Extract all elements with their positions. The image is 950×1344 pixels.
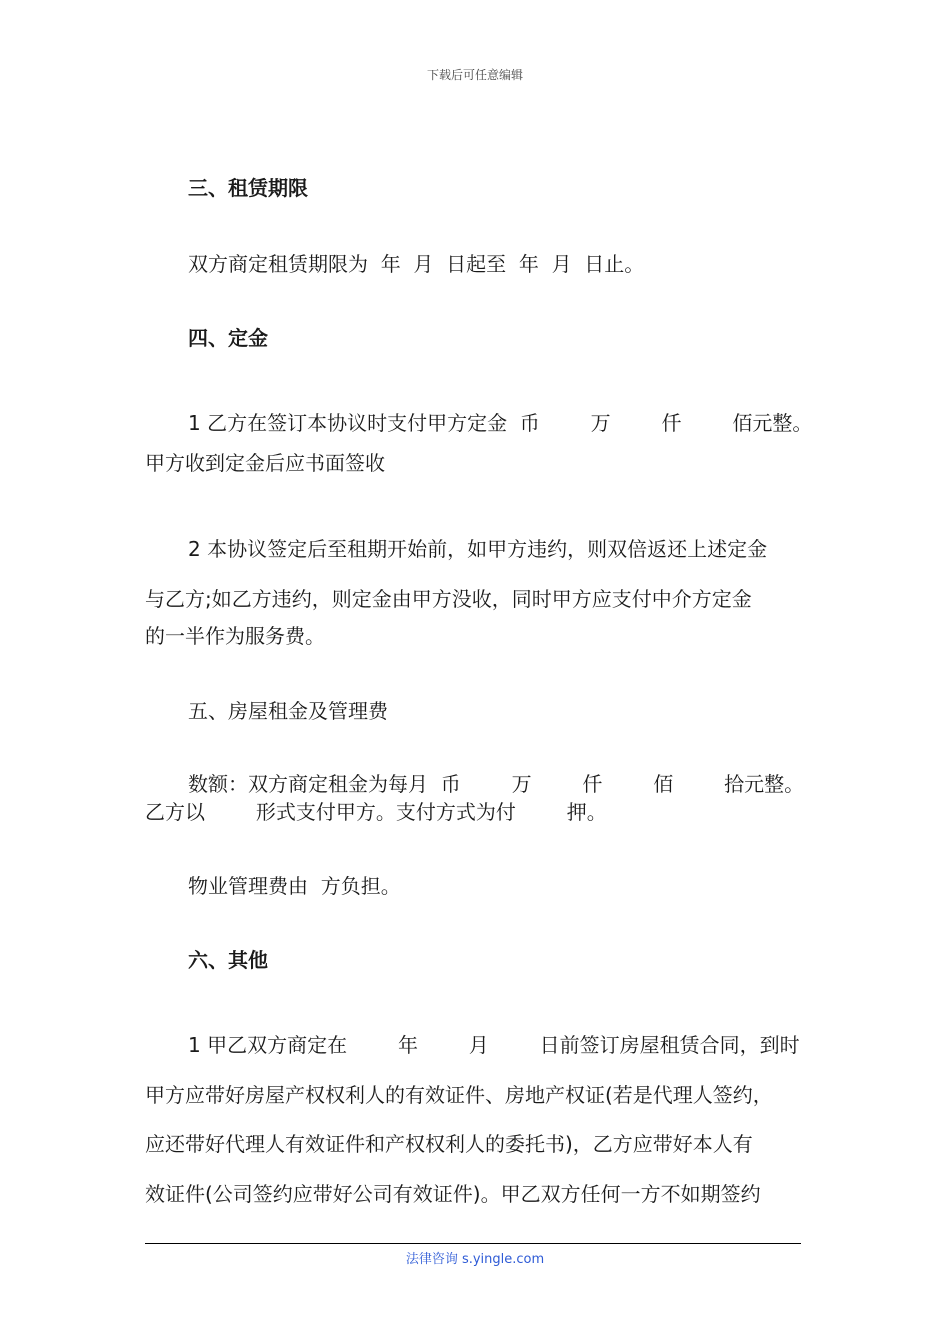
section-heading-lease-term: 三、租赁期限	[188, 176, 308, 200]
paragraph-other-1: 1 甲乙双方商定在 年 月 日前签订房屋租赁合同，到时	[188, 1033, 800, 1057]
footer-divider	[145, 1243, 801, 1244]
paragraph-lease-term: 双方商定租赁期限为 年 月 日起至 年 月 日止。	[188, 252, 645, 276]
paragraph-deposit-1: 1 乙方在签订本协议时支付甲方定金 币 万 仟 佰元整。	[188, 411, 813, 435]
paragraph-rent-payment: 乙方以 形式支付甲方。支付方式为付 押。	[145, 800, 607, 824]
paragraph-management-fee: 物业管理费由 方负担。	[188, 874, 401, 898]
paragraph-other-1-cont-3: 效证件(公司签约应带好公司有效证件)。甲乙双方任何一方不如期签约	[145, 1182, 761, 1206]
paragraph-deposit-2-cont-2: 的一半作为服务费。	[145, 624, 325, 648]
paragraph-other-1-cont-1: 甲方应带好房屋产权权利人的有效证件、房地产权证(若是代理人签约，	[145, 1083, 773, 1107]
paragraph-deposit-2: 2 本协议签定后至租期开始前，如甲方违约，则双倍返还上述定金	[188, 537, 768, 561]
footer-link[interactable]: 法律咨询 s.yingle.com	[405, 1252, 545, 1267]
header-note: 下载后可任意编辑	[426, 68, 523, 82]
section-heading-other: 六、其他	[188, 948, 268, 972]
paragraph-rent-amount: 数额：双方商定租金为每月 币 万 仟 佰 拾元整。	[188, 772, 805, 796]
paragraph-deposit-2-cont-1: 与乙方;如乙方违约，则定金由甲方没收，同时甲方应支付中介方定金	[145, 587, 752, 611]
section-heading-deposit: 四、定金	[188, 326, 268, 350]
paragraph-other-1-cont-2: 应还带好代理人有效证件和产权权利人的委托书)，乙方应带好本人有	[145, 1132, 753, 1156]
paragraph-deposit-1-cont: 甲方收到定金后应书面签收	[145, 451, 385, 475]
section-heading-rent: 五、房屋租金及管理费	[188, 699, 388, 723]
